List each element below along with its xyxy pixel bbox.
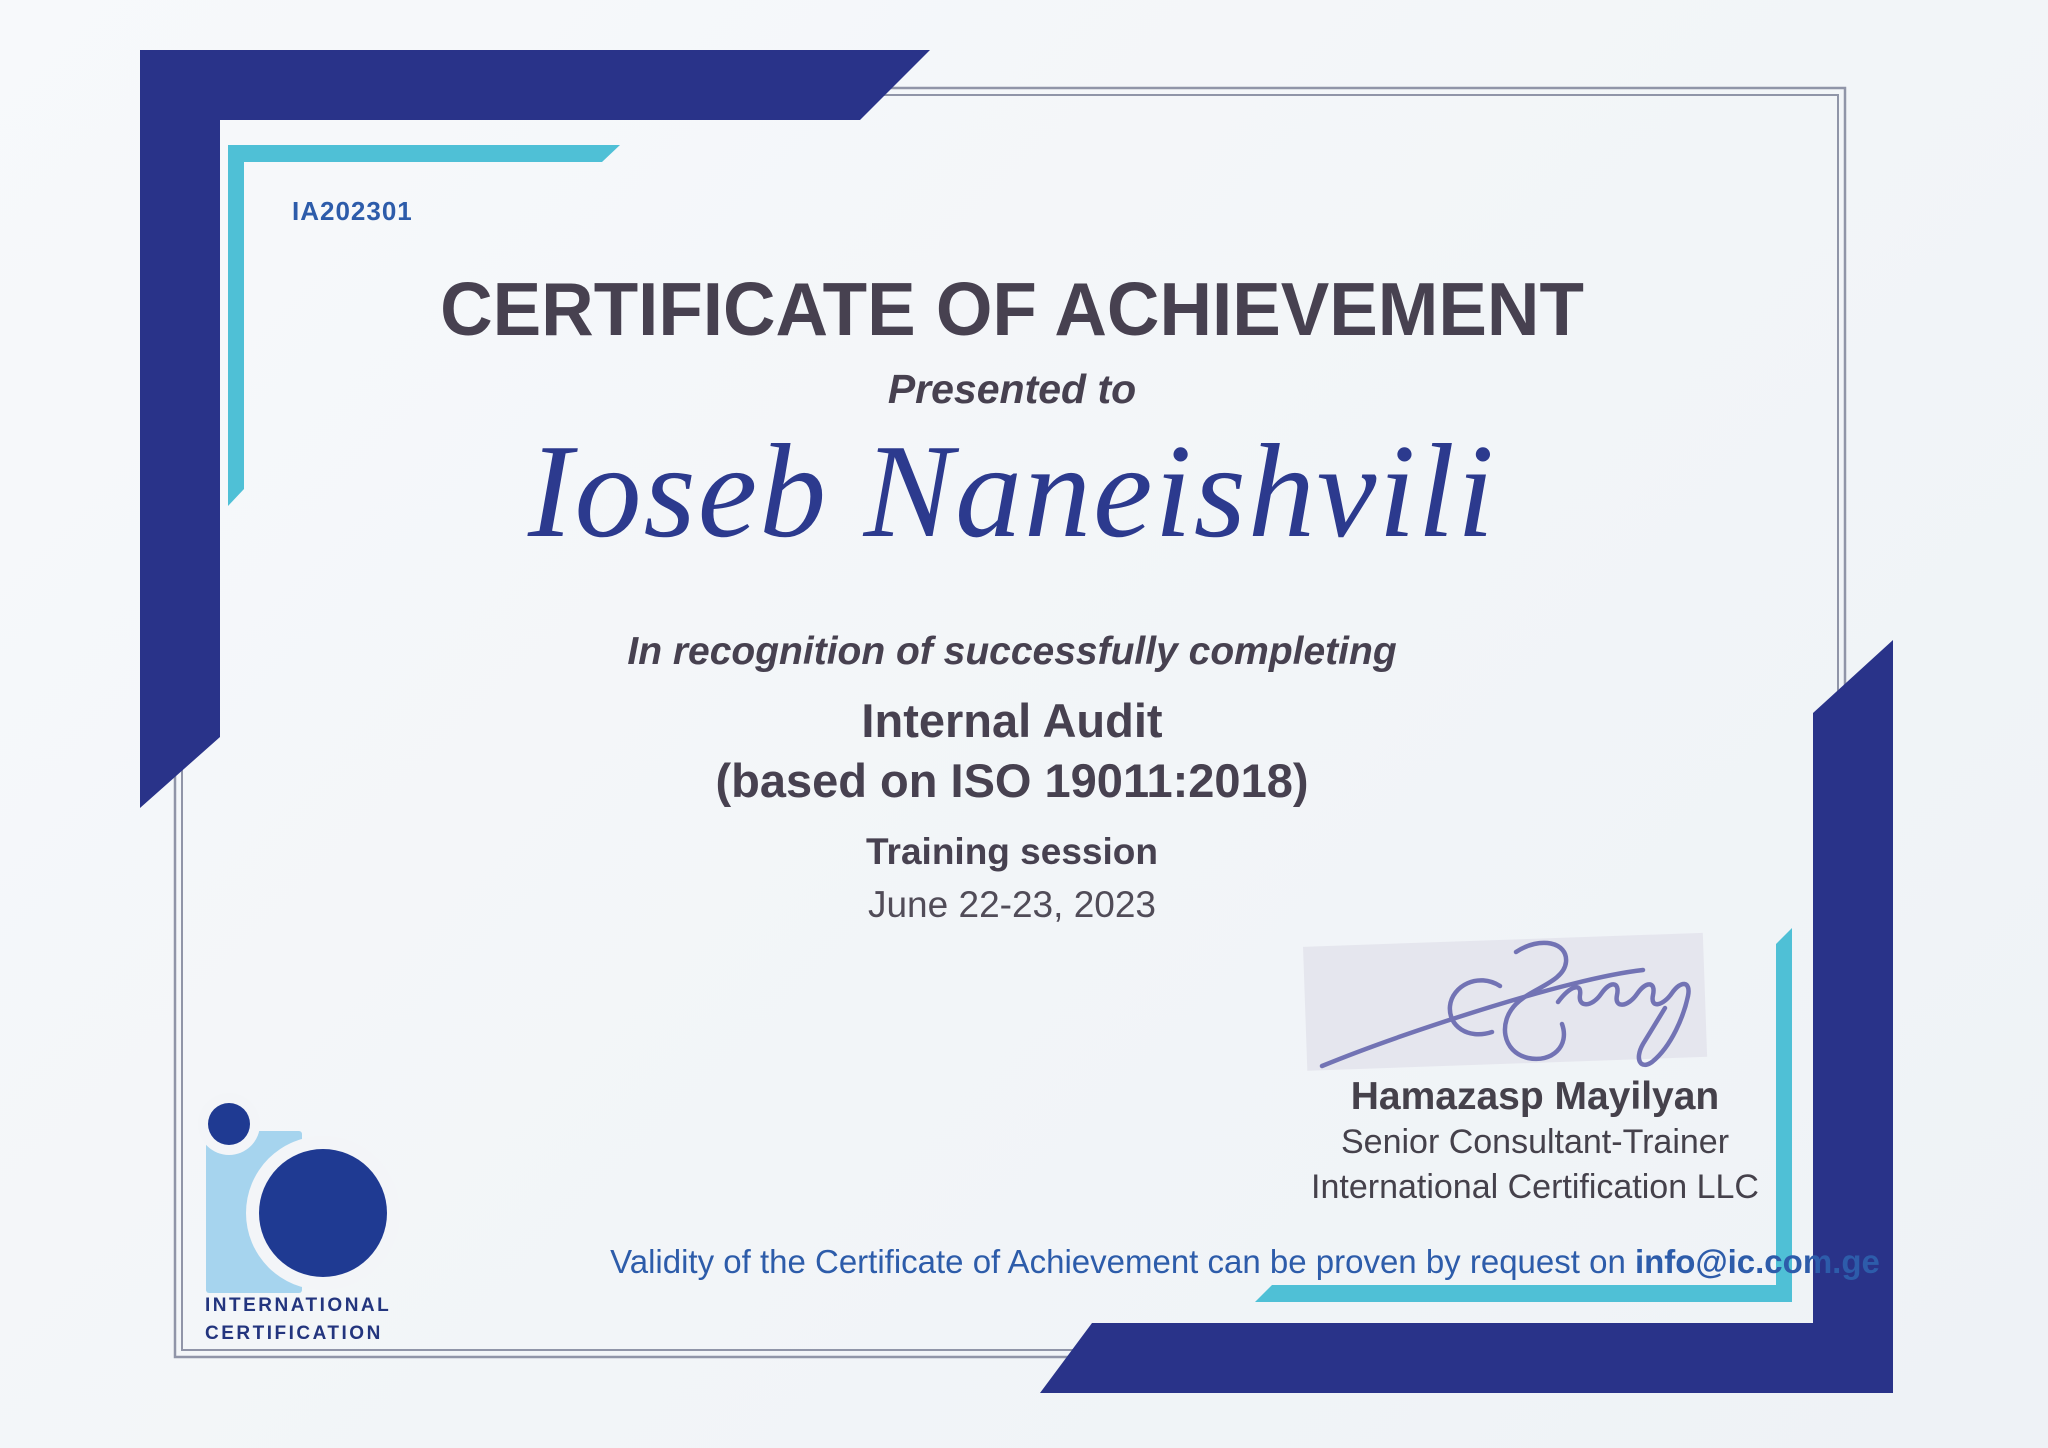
recognition-line: In recognition of successfully completing (627, 630, 1397, 673)
logo-wordmark (205, 1292, 465, 1348)
certificate-number: IA202301 (292, 196, 413, 226)
validity-footer (0, 1243, 2048, 1281)
session-dates: June 22-23, 2023 (867, 884, 1156, 925)
signer-organization: International Certification LLC (1311, 1168, 1759, 1206)
signer-title: Senior Consultant-Trainer (1340, 1123, 1730, 1161)
course-title: Internal Audit (861, 694, 1163, 747)
logo-line2: CERTIFICATION (205, 1323, 383, 1344)
validity-email: info@ic.com.ge (1634, 1243, 1880, 1280)
recipient-name: Ioseb Naneishvili (527, 417, 1497, 565)
signer-block (1300, 1074, 1770, 1210)
course-basis: (based on ISO 19011:2018) (715, 754, 1309, 807)
validity-text: Validity of the Certificate of Achievement can be proven by request on (610, 1243, 1635, 1280)
certificate-title: CERTIFICATE OF ACHIEVEMENT (440, 267, 1584, 351)
presented-to-label: Presented to (887, 366, 1137, 412)
signer-name: Hamazasp Mayilyan (1350, 1075, 1720, 1118)
logo-line1: INTERNATIONAL (205, 1295, 392, 1316)
session-type: Training session (866, 831, 1158, 872)
